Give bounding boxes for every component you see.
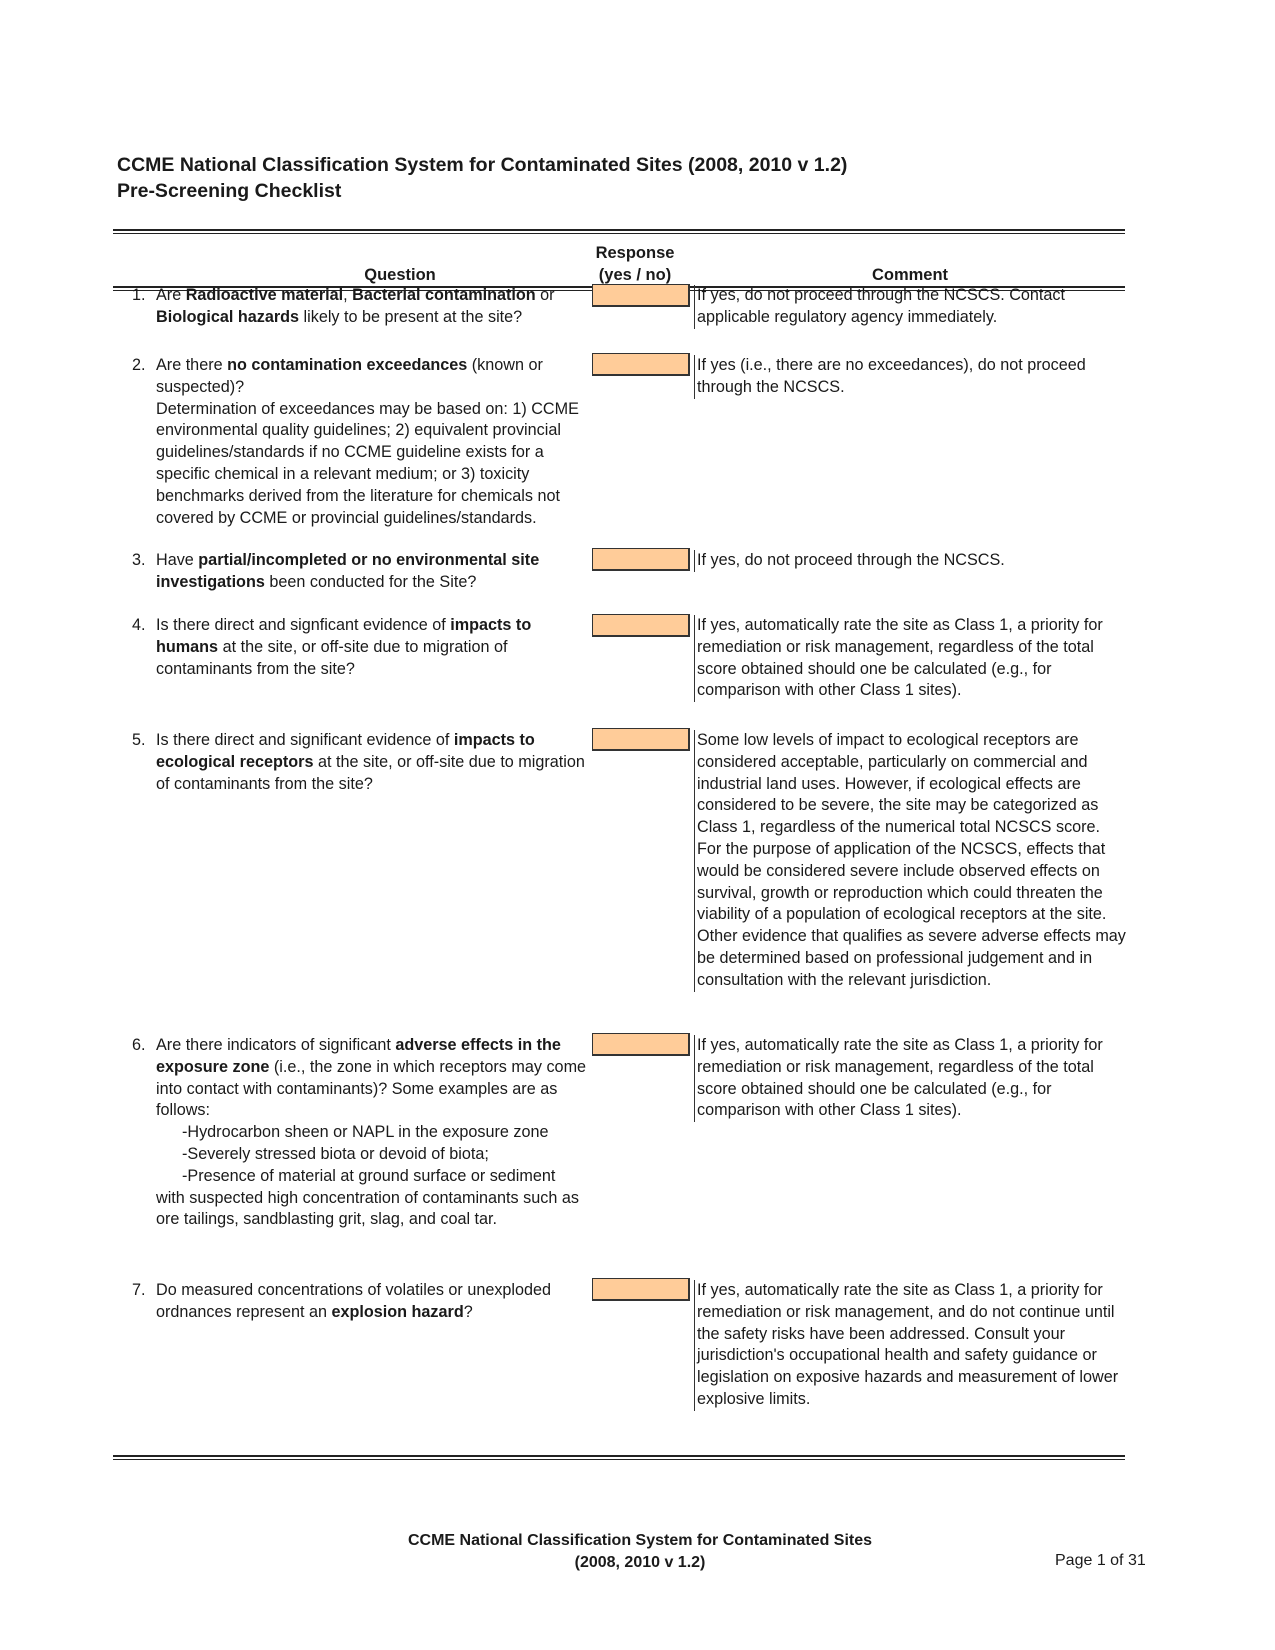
response-input-4[interactable]	[592, 614, 690, 637]
comment-text: If yes (i.e., there are no exceedances), do not proceed through the NCSCS.	[697, 356, 1086, 396]
response-input-3[interactable]	[592, 548, 690, 571]
comment-1	[694, 285, 1127, 329]
question-row-7	[132, 1280, 592, 1324]
question-text	[156, 1035, 592, 1231]
comment-2	[694, 355, 1127, 399]
question-run: been conducted for the Site?	[264, 572, 477, 591]
example-item: -Hydrocarbon sheen or NAPL in the exposure zone	[182, 1123, 549, 1142]
question-emphasis: partial/incompleted or no environmental site investigations	[156, 551, 540, 591]
question-run: Are there indicators of significant	[156, 1036, 396, 1054]
comment-text: If yes, do not proceed through the NCSCS. Contact applicable regulatory agency immediately.	[697, 286, 1066, 326]
question-number: 7.	[132, 1281, 146, 1299]
question-note: with suspected high concentration of contaminants such as ore tailings, sandblasting grit, slag, and coal tar.	[156, 1188, 579, 1229]
comment-text: If yes, do not proceed through the NCSCS.	[697, 551, 1005, 569]
question-emphasis: adverse effects in the exposure zone	[156, 1036, 561, 1076]
question-number: 6.	[132, 1036, 146, 1054]
column-header-response-line1: Response	[595, 244, 675, 262]
question-run: ,	[343, 286, 353, 304]
question-run: at the site, or off-site due to migration of contaminants from the site?	[156, 752, 585, 793]
document-subtitle: Pre-Screening Checklist	[117, 180, 342, 202]
question-row-1	[132, 285, 592, 329]
footer-line-2: (2008, 2010 v 1.2)	[574, 1554, 706, 1571]
question-emphasis: Biological hazards	[156, 307, 300, 326]
question-row-2	[132, 355, 592, 529]
comment-text: If yes, automatically rate the site as Class 1, a priority for remediation or risk management, and do not continue until the safety risks have been addressed. Consult your jurisdiction's occupational health and safety guidance or legislation on exposive hazards and measurement of lower explosive limits.	[697, 1281, 1119, 1408]
question-text	[156, 285, 592, 329]
example-item: -Presence of material at ground surface or sediment	[182, 1166, 556, 1185]
question-run: (known or suspected)?	[156, 356, 543, 396]
question-emphasis: Radioactive material	[185, 286, 344, 304]
document-title: CCME National Classification System for Contaminated Sites (2008, 2010 v 1.2)	[117, 154, 848, 176]
page-number: Page 1 of 31	[1055, 1552, 1146, 1569]
question-run: Is there direct and significant evidence of	[156, 731, 454, 749]
comment-7	[694, 1280, 1127, 1411]
footer-line-1: CCME National Classification System for Contaminated Sites	[407, 1532, 873, 1549]
question-row-5	[132, 730, 592, 795]
question-run: ?	[463, 1302, 473, 1321]
question-text	[156, 615, 592, 680]
column-header-response-line2: (yes / no)	[598, 266, 672, 284]
comment-text: If yes, automatically rate the site as Class 1, a priority for remediation or risk management, regardless of the total score obtained should one be calculated (e.g., for comparison with other Class 1 sites).	[697, 616, 1103, 700]
question-text	[156, 730, 592, 795]
column-header-comment: Comment	[871, 266, 949, 284]
question-number: 1.	[132, 286, 146, 304]
example-item: -Severely stressed biota or devoid of biota;	[182, 1144, 489, 1163]
question-note: Determination of exceedances may be based on: 1) CCME environmental quality guidelines; 2) equivalent provincial guidelines/standards if no CCME guideline exists for a specific chemical in a relevant medium; or 3) toxicity benchmarks derived from the literature for chemicals not covered by CCME or provincial guidelines/standards.	[156, 399, 579, 527]
column-header-response	[580, 242, 690, 286]
question-text	[156, 355, 592, 529]
question-text	[156, 550, 592, 594]
comment-5	[694, 730, 1127, 992]
question-number: 5.	[132, 731, 146, 749]
question-run: Are there	[156, 356, 228, 374]
response-input-1[interactable]	[592, 284, 690, 307]
comment-text: If yes, automatically rate the site as Class 1, a priority for remediation or risk management, regardless of the total score obtained should one be calculated (e.g., for comparison with other Class 1 sites).	[697, 1036, 1103, 1120]
question-emphasis: impacts to ecological receptors	[156, 731, 535, 771]
question-run: at the site, or off-site due to migration of contaminants from the site?	[156, 637, 508, 678]
question-text	[156, 1280, 592, 1324]
question-run: or	[535, 286, 555, 304]
question-emphasis: no contamination exceedances	[227, 356, 468, 374]
comment-4	[694, 615, 1127, 702]
question-number: 4.	[132, 616, 146, 634]
question-row-3	[132, 550, 592, 594]
comment-3	[694, 550, 1127, 572]
question-emphasis: Bacterial contamination	[352, 286, 536, 304]
question-run: Do measured concentrations of volatiles or unexploded ordnances represent an	[156, 1281, 552, 1321]
question-row-4	[132, 615, 592, 680]
response-input-5[interactable]	[592, 728, 690, 751]
question-run: Is there direct and signficant evidence of	[156, 616, 451, 634]
page-footer	[330, 1530, 950, 1574]
table-bottom-rule	[113, 1455, 1125, 1459]
question-number: 2.	[132, 356, 146, 374]
question-row-6	[132, 1035, 592, 1231]
question-run: (i.e., the zone in which receptors may come into contact with contaminants)? Some examples are as follows:	[156, 1057, 587, 1120]
comment-6	[694, 1035, 1127, 1122]
column-header-question: Question	[364, 266, 436, 284]
question-run: likely to be present at the site?	[299, 307, 523, 326]
question-emphasis: explosion hazard	[331, 1302, 464, 1321]
question-number: 3.	[132, 551, 146, 569]
response-input-2[interactable]	[592, 353, 690, 376]
question-run: Have	[156, 551, 199, 569]
response-input-6[interactable]	[592, 1033, 690, 1056]
question-run: Are	[156, 286, 186, 304]
response-input-7[interactable]	[592, 1278, 690, 1301]
comment-text: Some low levels of impact to ecological receptors are considered acceptable, particularly on commercial and industrial land uses. However, if ecological effects are considered to be severe, the site may be categorized as Class 1, regardless of the numerical total NCSCS score. For the purpose of application of the NCSCS, effects that would be considered severe include observed effects on survival, growth or reproduction which could threaten the viability of a population of ecological receptors at the site. Other evidence that qualifies as severe adverse effects may be determined based on professional judgement and in consultation with the relevant jurisdiction.	[697, 731, 1126, 989]
table-top-rule	[113, 229, 1125, 233]
question-emphasis: impacts to humans	[156, 616, 532, 656]
